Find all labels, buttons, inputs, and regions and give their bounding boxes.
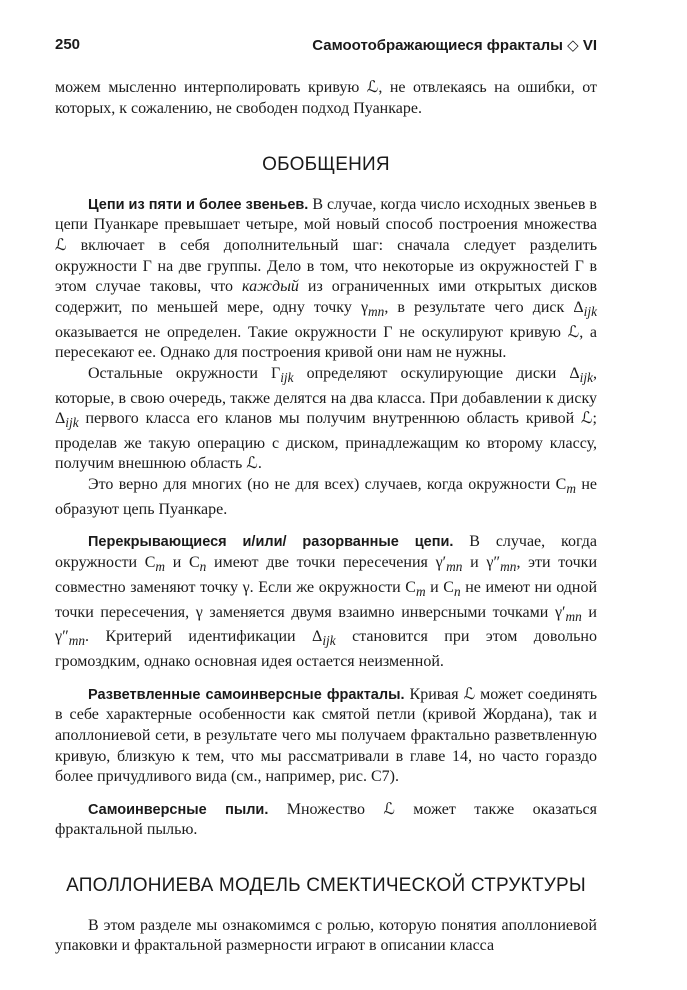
intro-paragraph: можем мысленно интерполировать кривую ℒ, не отвлекаясь на ошибки, от которых, к сожалению, не свободен подход Пуанкаре. xyxy=(55,79,597,117)
page-header xyxy=(55,36,597,56)
section-title-generalizations: ОБОБЩЕНИЯ xyxy=(262,154,390,176)
paragraph-chains: Цепи из пяти и более звеньев. В случае, когда число исходных звеньев в цепи Пуанкаре превышает четыре, мой новый способ построения множества ℒ включает в себя дополнительный шаг: сначала следует разделить окружности Γ на две группы. Дело в том, что некоторые из окружностей Γ в этом случае таковы, что каждый из ограниченных ими открытых дисков содержит, по меньшей мере, одну точку $\gamma_{mn}$, в результате чего диск $\Delta_{ijk}$ оказывается не определен. Такие окружности Γ не оскулируют кривую ℒ, а пересекают ее. Однако для построения кривой они нам не нужны. xyxy=(55,195,598,362)
paragraph-self-inverse-dust: Самоинверсные пыли. Множество ℒ может также оказаться фрактальной пылью. xyxy=(55,800,598,839)
section-title-apollonian-model: АПОЛЛОНИЕВА МОДЕЛЬ СМЕКТИЧЕСКОЙ СТРУКТУРЫ xyxy=(66,874,586,896)
paragraph-poincare-note: Это верно для многих (но не для всех) случаев, когда окружности $C_m$ не образуют цепь Пуанкаре. xyxy=(55,476,597,518)
paragraph-overlapping-chains: Перекрывающиеся и/или/ разорванные цепи. В случае, когда окружности $C_m$ и $C_n$ имеют две точки пересечения $\gamma'_{mn}$ и $\gamma''_{mn}$, эти точки совместно заменяют точку γ. Если же окружности $C_m$ и $C_n$ не имеют ни одной точки пересечения, γ заменяется двумя взаимно инверсными точками $\gamma'_{mn}$ и $\gamma''_{mn}$. Критерий идентификации $\Delta_{ijk}$ становится при этом довольно громоздким, однако основная идея остается неизменной. xyxy=(55,533,598,671)
emphasis: каждый xyxy=(242,278,299,296)
paragraph-apollonian-intro: В этом разделе мы ознакомимся с ролью, которую понятия аполлониевой упаковки и фрактальной размерности играют в описании класса xyxy=(55,916,597,955)
run-in-heading: Перекрывающиеся и/или/ разорванные цепи. xyxy=(88,534,454,551)
run-in-heading: Цепи из пяти и более звеньев. xyxy=(88,196,309,213)
run-in-heading: Разветвленные самоинверсные фракталы. xyxy=(88,686,405,703)
running-title: Самоотображающиеся фракталы ◇ VI xyxy=(312,37,597,54)
page-number: 250 xyxy=(55,36,81,53)
paragraph-osculating-disks: Остальные окружности $\Gamma_{ijk}$ определяют оскулирующие диски $\Delta_{ijk}$, которые, в свою очередь, также делятся на два класса. При добавлении к диску $\Delta_{ijk}$ первого класса его кланов мы получим внутреннюю область кривой ℒ; проделав же такую операцию с диском, принадлежащим ко второму классу, получим внешнюю область ℒ. xyxy=(55,364,597,473)
text-body xyxy=(55,78,597,957)
run-in-heading: Самоинверсные пыли. xyxy=(88,801,269,818)
paragraph-branched-fractals: Разветвленные самоинверсные фракталы. Кривая ℒ может соединять в себе характерные особенности как смятой петли (кривой Жордана), так и аполлониевой сети, в результате чего мы получаем фрактально разветвленную кривую, близкую к тем, что мы рассматривали в главе 14, но часто гораздо более причудливого вида (см., например, рис. С7). xyxy=(55,685,597,786)
